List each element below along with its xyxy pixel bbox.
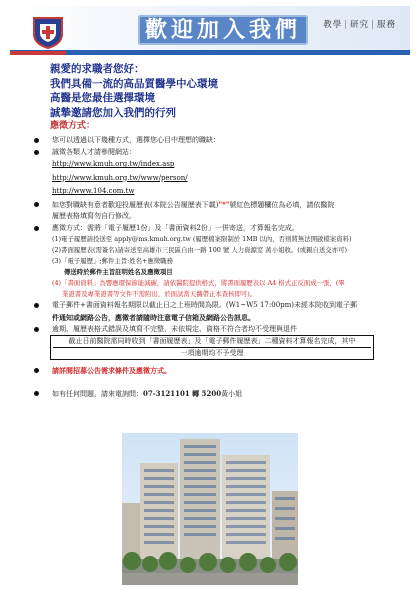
notice-line-2: 一項逾期均不予受理 <box>53 347 371 359</box>
tag-teaching: 教學 <box>323 20 343 30</box>
step-subject: (3)「電子履歷」;郵件主旨:姓名+應徵職務 <box>52 257 173 266</box>
link-kmuh-person[interactable]: http://www.kmuh.org.tw/www/person/ <box>52 173 188 182</box>
link-104[interactable]: http://www.104.com.tw <box>52 187 135 196</box>
step-mail: (2)書面履歷表(需簽名)請寄送至高雄市三民區自由一路 100 號 人力資源室 黃小姐收。(或親自送交亦可) <box>52 246 347 255</box>
contact-phone: 07-3121101 轉 5200 <box>143 388 222 398</box>
intro-line-2: 高醫是您最佳選擇環境 <box>50 92 155 104</box>
step-paper-docs: (4)「書面資料」為響應環保節能減碳，請依醫院提供格式，將書面履歷表以 A4 格式正反面成一張，(畢 <box>52 279 345 288</box>
how-to-apply-label: 應徵方式： <box>50 121 96 131</box>
list-item-read-notice: 請詳閱招募公告需求條件及應徵方式。 <box>50 365 380 378</box>
notice-line-1: 截止日前醫院需同時收到「書面履歷表」及「電子郵件履歷表」二種資料才算報名完成，其中 <box>68 337 356 346</box>
list-item-channels: 您可以透過以下幾種方式，選擇您心目中理想的職缺： <box>50 135 380 147</box>
greeting: 親愛的求職者您好： <box>50 63 145 75</box>
bullet-icon <box>34 202 39 207</box>
tag-research: 研究 <box>350 20 370 30</box>
step-paper-docs-note: 業證書及專業證書等文件不需附出，於面試當天攜帶正本查核即可)。 <box>62 290 257 299</box>
bullet-icon <box>34 138 39 143</box>
list-item-deadline: 電子郵件+書面資料報名期限以截止日之上班時間為限。(W1~W5 17:00pm)未經本院收到電子郵 <box>50 300 380 312</box>
step-subject-note: 傳送時於郵件主旨註明姓名及應徵項目 <box>64 268 173 277</box>
bullet-icon <box>34 327 39 332</box>
hospital-logo-icon <box>30 14 66 50</box>
list-item-rejection: 逾期、履歷表格式錯誤及填寫不完整、未依規定、資格不符合者均不受理與退件 <box>50 324 380 336</box>
bullet-icon <box>34 150 39 155</box>
deadline-note: 件通知或網路公告，應徵者請隨時注意電子信箱及網路公告訊息。 <box>52 313 255 323</box>
list-item-contact: 如有任何問題，請來電詢問：07-3121101 轉 5200黃小姐 <box>50 388 380 401</box>
tag-service: 服務 <box>376 20 396 30</box>
bullet-icon <box>34 391 39 396</box>
list-item-websites: 誠徵各類人才請參閱網站： <box>50 147 380 159</box>
banner-tags: 教學 | 研究 | 服務 <box>323 20 396 30</box>
deadline-notice-box <box>50 335 374 360</box>
step-email: (1)電子履歷請投送至 apply@ms.kmuh.org.tw (履歷檔案限制於 1MB 以內，否則將無法開啟檔案資料) <box>52 235 352 244</box>
hospital-building-photo <box>122 433 298 585</box>
bullet-icon <box>34 368 39 373</box>
banner-stripe <box>10 51 410 55</box>
link-kmuh-index[interactable]: http://www.kmuh.org.tw/index.asp <box>52 160 175 169</box>
intro-line-3: 誠摯邀請您加入我們的行列 <box>50 106 176 119</box>
intro-line-1: 我們具備一流的高品質醫學中心環境 <box>50 77 218 90</box>
list-item-apply-method: 應徵方式：需將「電子履歷1份」及「書面資料2份」一併寄送，才算報名完成。 <box>50 223 380 235</box>
main-content <box>50 62 380 400</box>
bullet-icon <box>34 226 39 231</box>
bullet-icon <box>34 303 39 308</box>
list-item-resume-form: 如您對職缺有意者歡迎投履歷表(本院公告履歷表下載)"*"號紅色標題欄位為必填，請依醫院 <box>50 199 380 212</box>
resume-form-note: 履歷表格填寫勿自行修改。 <box>52 212 136 221</box>
header-banner <box>10 6 410 52</box>
banner-title: 歡迎加入我們 <box>138 15 308 45</box>
